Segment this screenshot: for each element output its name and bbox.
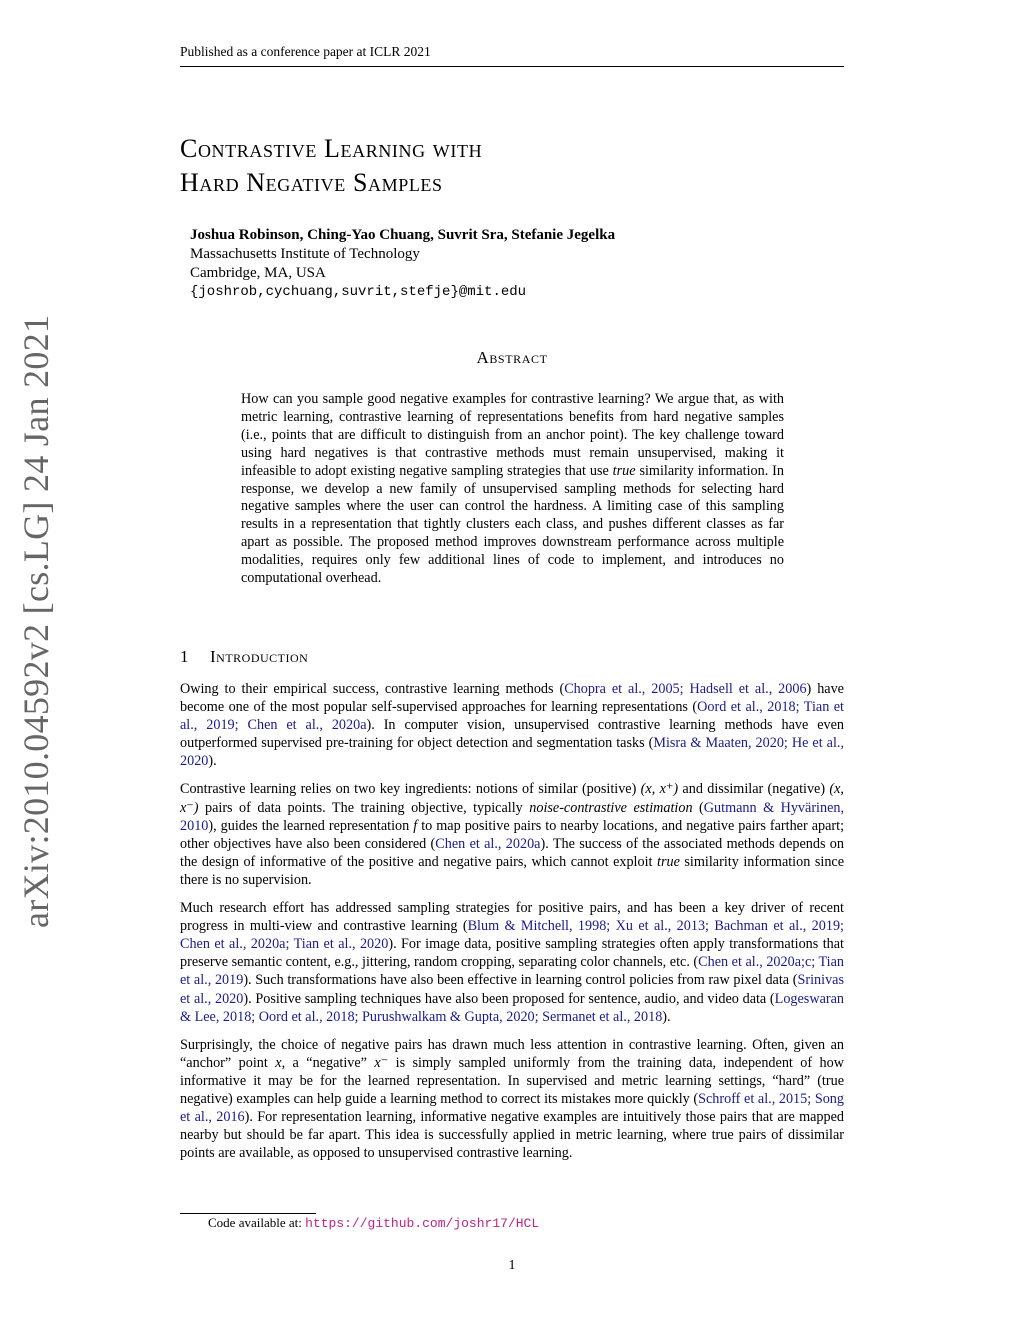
math-negative-x: x⁻ xyxy=(374,1054,389,1071)
abstract-emphasis-true: true xyxy=(612,462,636,479)
text-run: ) have become one of the most popular self-supervised approaches for learning representations ( xyxy=(180,681,844,716)
text-run: ), guides the learned representation xyxy=(208,817,414,834)
author-email: {joshrob,cychuang,suvrit,stefje}@mit.edu xyxy=(190,284,527,300)
emphasis-true: true xyxy=(657,853,680,870)
math-negative-pair: (x, x⁻) xyxy=(180,781,844,816)
paragraph-3 xyxy=(180,899,844,1026)
section-body xyxy=(180,680,844,1172)
running-header: Published as a conference paper at ICLR 2021 xyxy=(180,44,844,67)
paper-title xyxy=(180,132,844,200)
text-run: ). In computer vision, unsupervised contrastive learning methods have even outperformed supervised pre-training for object detection and segmentation tasks ( xyxy=(180,717,844,752)
text-run: ). For representation learning, informative negative examples are intuitively those pairs that are mapped nearby but should be far apart. This idea is successfully applied in metric learning, where true pairs of dissimilar points are available, as opposed to unsupervised contrastive learning. xyxy=(180,1109,844,1162)
text-run: ). The success of the associated methods depends on the design of informative of the positive and negative pairs, which cannot exploit xyxy=(180,835,844,870)
citation-link[interactable]: Oord et al., 2018; Tian et al., 2019; Chen et al., 2020a xyxy=(180,699,844,734)
text-run: Owing to their empirical success, contrastive learning methods ( xyxy=(180,681,565,697)
citation-link[interactable]: Blum & Mitchell, 1998; Xu et al., 2013; Bachman et al., 2019; Chen et al., 2020a; Tian et al., 2020 xyxy=(180,918,844,953)
citation-link[interactable]: Srinivas et al., 2020 xyxy=(180,972,844,1007)
section-title: Introduction xyxy=(210,647,309,666)
emphasis-nce: noise-contrastive estimation xyxy=(529,799,693,816)
citation-link[interactable]: Logeswaran & Lee, 2018; Oord et al., 2018; Purushwalkam & Gupta, 2020; Sermanet et al., 2018 xyxy=(180,990,844,1025)
author-names: Joshua Robinson, Ching-Yao Chuang, Suvrit Sra, Stefanie Jegelka xyxy=(190,227,616,243)
footnote xyxy=(208,1215,848,1231)
abstract-sentence-1: How can you sample good negative examples for contrastive learning? We argue that, as with metric learning, contrastive learning of representations benefits from hard negative samples (i.e., points that are difficult to distinguish from an anchor point). The key challenge toward using hard negatives is that contrastive methods must remain unsupervised, making it infeasible to adopt existing negative sampling strategies that use xyxy=(241,391,784,479)
citation-link[interactable]: Schroff et al., 2015; Song et al., 2016 xyxy=(180,1090,844,1126)
text-run: Contrastive learning relies on two key ingredients: notions of similar (positive) xyxy=(180,781,641,798)
citation-link[interactable]: Gutmann & Hyvärinen, 2010 xyxy=(180,799,845,834)
text-run: to map positive pairs to nearby locations, and negative pairs farther apart; other objectives have also been considered ( xyxy=(180,817,845,852)
text-run: , a “negative” xyxy=(281,1054,375,1071)
section-number: 1 xyxy=(180,647,189,666)
abstract-sentence-2: similarity information. In response, we develop a new family of unsupervised sampling methods for selecting hard negative samples where the user can control the hardness. A limiting case of this sampling results in a representation that tightly clusters each class, and pushes different classes as far apart as possible. The proposed method improves downstream performance across multiple modalities, requires only few additional lines of code to implement, and introduces no computational overhead. xyxy=(241,462,784,587)
section-heading xyxy=(180,647,844,667)
citation-link[interactable]: Chopra et al., 2005; Hadsell et al., 2006 xyxy=(564,681,807,697)
text-run: ). Such transformations have also been effective in learning control policies from raw pixel data ( xyxy=(243,972,798,989)
footnote-label: Code available at: xyxy=(208,1215,306,1230)
text-run: ( xyxy=(692,799,704,816)
text-run: similarity information since there is no supervision. xyxy=(180,853,845,888)
abstract-text xyxy=(241,391,784,588)
text-run: and dissimilar (negative) xyxy=(678,781,830,798)
text-run: ). Positive sampling techniques have also been proposed for sentence, audio, and video data ( xyxy=(243,990,775,1007)
title-line-2: Hard Negative Samples xyxy=(180,168,443,197)
citation-link[interactable]: Misra & Maaten, 2020; He et al., 2020 xyxy=(180,735,844,770)
math-f: f xyxy=(413,817,418,834)
text-run: Surprisingly, the choice of negative pairs has drawn much less attention in contrastive learning. Often, given an “anchor” point xyxy=(180,1036,844,1071)
title-line-1: Contrastive Learning with xyxy=(180,134,483,163)
text-run: ). For image data, positive sampling strategies often apply transformations that preserve semantic content, e.g., jittering, random cropping, separating color channels, etc. ( xyxy=(180,936,844,971)
text-run: pairs of data points. The training objective, typically xyxy=(198,799,530,816)
page-number: 1 xyxy=(508,1258,516,1273)
author-affiliation: Massachusetts Institute of Technology xyxy=(190,246,420,262)
math-positive-pair: (x, x⁺) xyxy=(640,781,679,798)
paragraph-4 xyxy=(180,1036,844,1163)
footnote-divider xyxy=(180,1213,316,1214)
paragraph-1 xyxy=(180,680,844,770)
text-run: ). xyxy=(662,1008,671,1025)
text-run: is simply sampled uniformly from the training data, independent of how informative it may be for the learned representation. In supervised and metric learning settings, “hard” (true negative) examples can help guide a learning method to correct its mistakes more quickly ( xyxy=(180,1054,844,1107)
code-url-link[interactable]: https://github.com/joshr17/HCL xyxy=(305,1216,540,1231)
arxiv-sidebar-stamp: arXiv:2010.04592v2 [cs.LG] 24 Jan 2021 xyxy=(16,314,56,928)
author-location: Cambridge, MA, USA xyxy=(190,265,326,281)
citation-link[interactable]: Chen et al., 2020a;c; Tian et al., 2019 xyxy=(180,954,844,989)
math-anchor-x: x xyxy=(275,1054,282,1071)
citation-link[interactable]: Chen et al., 2020a xyxy=(435,835,541,852)
paragraph-2 xyxy=(180,780,844,889)
text-run: ). xyxy=(208,753,217,770)
abstract-heading: Abstract xyxy=(476,348,548,367)
author-block xyxy=(190,226,830,302)
text-run: Much research effort has addressed sampling strategies for positive pairs, and has been a key driver of recent progress in multi-view and contrastive learning ( xyxy=(180,900,844,935)
